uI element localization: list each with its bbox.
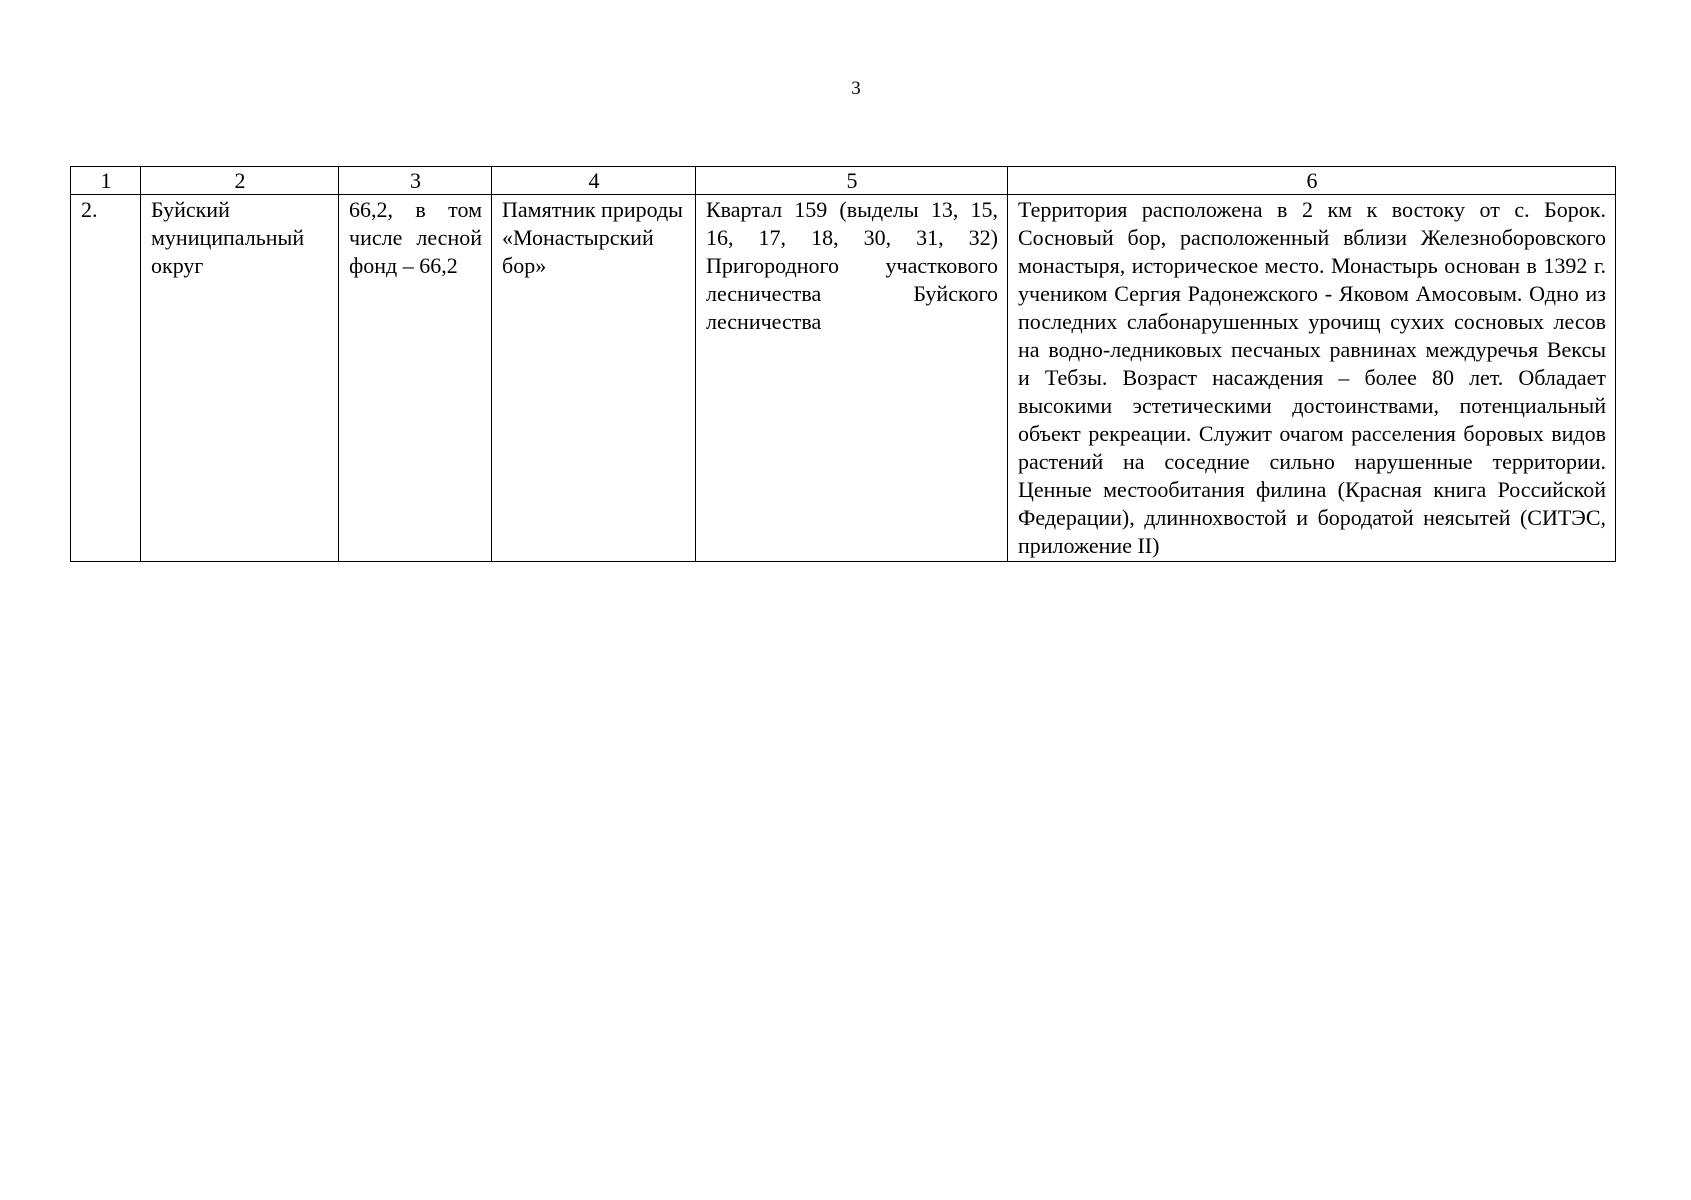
column-header-5: 5 bbox=[696, 167, 1008, 195]
object-cell: Памятник природы «Монастырский бор» bbox=[492, 195, 696, 562]
row-number-cell: 2. bbox=[71, 195, 141, 562]
table-row bbox=[71, 195, 1616, 562]
page-number: 3 bbox=[851, 78, 861, 99]
column-header-6: 6 bbox=[1008, 167, 1616, 195]
data-table bbox=[70, 166, 1616, 562]
description-cell: Территория расположена в 2 км к востоку от с. Борок. Сосновый бор, расположенный вблизи Железноборовского монастыря, историческое место. Монастырь основан в 1392 г. учеником Сергия Радонежского - Яковом Амосовым. Одно из последних слабонарушенных урочищ сухих сосновых лесов на водно-ледниковых песчаных равнинах междуречья Вексы и Тебзы. Возраст насаждения – более 80 лет. Обладает высокими эстетическими достоинствами, потенциальный объект рекреации. Служит очагом расселения боровых видов растений на соседние сильно нарушенные территории. Ценные местообитания филина (Красная книга Российской Федерации), длиннохвостой и бородатой неясытей (СИТЭС, приложение II) bbox=[1008, 195, 1616, 562]
area-cell: 66,2, в том числе лесной фонд – 66,2 bbox=[339, 195, 492, 562]
header-row bbox=[71, 167, 1616, 195]
column-header-1: 1 bbox=[71, 167, 141, 195]
column-header-4: 4 bbox=[492, 167, 696, 195]
column-header-2: 2 bbox=[141, 167, 339, 195]
district-cell: Буйский муниципальный округ bbox=[141, 195, 339, 562]
column-header-3: 3 bbox=[339, 167, 492, 195]
location-cell: Квартал 159 (выделы 13, 15, 16, 17, 18, 30, 31, 32) Пригородного участкового лесничества Буйского лесничества bbox=[696, 195, 1008, 562]
